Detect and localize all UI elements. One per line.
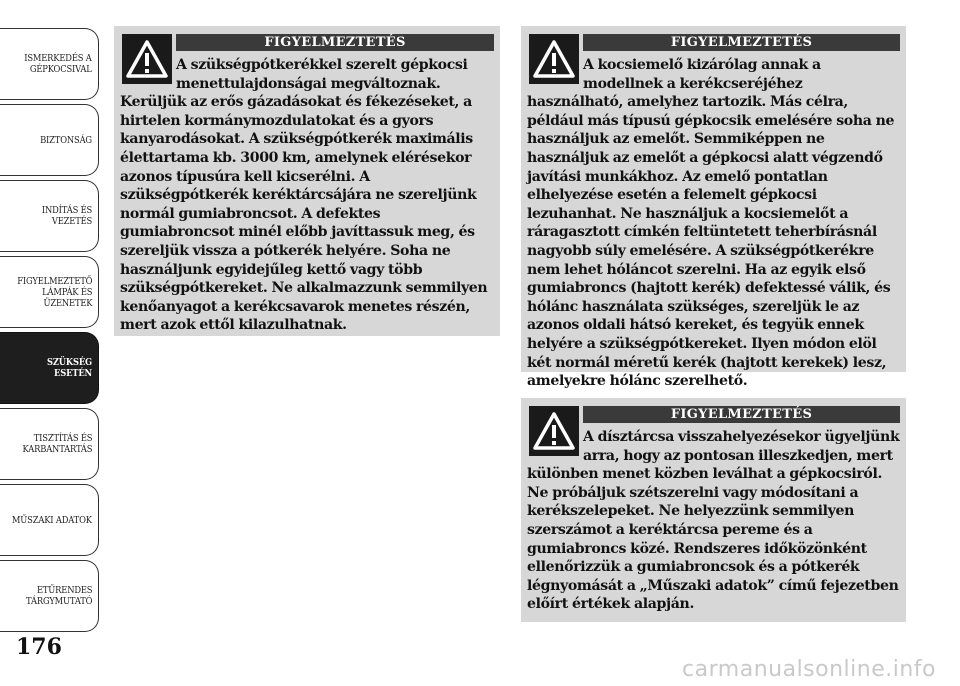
page-number: 176: [16, 634, 62, 660]
tab-muszaki-adatok[interactable]: MŰSZAKI ADATOK: [0, 484, 99, 556]
tab-figyelmezteto[interactable]: FIGYELMEZTETŐ LÁMPÁK ÉS ÜZENETEK: [0, 256, 99, 328]
warning-text: A szükségpótkerékkel szerelt gépkocsi menettulajdonságai megváltoznak. Kerüljük az erős gázadásokat és fékezéseket, a hirtelen kormánymozdulatokat és a gyors kanyarodásokat. A szükségpótkerék maximális élettartama kb. 3000 km, amelynek elérésekor azonos típusúra kell kicserélni. A szükségpótkerék keréktárcsájára ne szereljünk normál gumiabroncsot. A defektes gumiabroncsot minél előbb javíttassuk meg, és szereljük vissza a pótkerék helyére. Soha ne használjunk egyidejűleg kettő vagy több szükségpótkereket. Ne alkalmazzunk semmilyen kenőanyagot a kerékcsavarok menetes részén, mert azok ettől kilazulhatnak.: [120, 57, 488, 334]
tab-biztonsag[interactable]: BIZTONSÁG: [0, 104, 99, 176]
tab-szukseg-eseten[interactable]: SZÜKSÉG ESETÉN: [0, 332, 99, 404]
warning-box-spare-wheel: [114, 26, 500, 336]
chapter-tab-sidebar: [0, 0, 100, 686]
tab-tisztitas[interactable]: TISZTÍTÁS ÉS KARBANTARTÁS: [0, 408, 99, 480]
tab-ismerkedes[interactable]: ISMERKEDÉS A GÉPKOCSIVAL: [0, 28, 99, 100]
warning-title: FIGYELMEZTETÉS: [583, 406, 900, 423]
warning-title: FIGYELMEZTETÉS: [176, 34, 494, 51]
warning-title: FIGYELMEZTETÉS: [583, 34, 900, 51]
warning-text: A dísztárcsa visszahelyezésekor ügyeljünk arra, hogy az pontosan illeszkedjen, mert különben menet közben leválhat a gépkocsiról. Ne próbáljuk szétszerelni vagy módosítani a kerékszelepeket. Ne helyezzünk semmilyen szerszámot a keréktárcsa pereme és a gumiabroncs közé. Rendszeres időközönként ellenőrizzük a gumiabroncsok és a pótkerék légnyomását a „Műszaki adatok” című fejezetben előírt értékek alapján.: [527, 429, 900, 613]
tab-targymutato[interactable]: ETŰRENDES TÁRGYMUTATÓ: [0, 560, 99, 632]
warning-text: A kocsiemelő kizárólag annak a modellnek a kerékcseréjéhez használható, amelyhez tartozik. Más célra, például más típusú gépkocsik emelésére soha ne használjuk az emelőt. Semmiképpen ne használjuk az emelőt a gépkocsi alatt végzendő javítási munkákhoz. Az emelő pontatlan elhelyezése esetén a felemelt gépkocsi lezuhanhat. Ne használjuk a kocsiemelőt a ráragasztott címkén feltüntetett teherbírásnál nagyobb súly emelésére. A szükségpótkerékre nem lehet hóláncot szerelni. Ha az egyik első gumiabroncs (hajtott kerék) defektessé válik, és hólánc használata szükséges, szereljük le az azonos oldali hátsó kereket, és tegyük ennek helyére a szükségpótkereket. Ilyen módon elöl két normál méretű kerék (hajtott kerekek) lesz, amelyekre hólánc szerelhető.: [527, 57, 895, 390]
warning-box-hubcap: [521, 398, 906, 622]
tab-inditas[interactable]: INDÍTÁS ÉS VEZETÉS: [0, 180, 99, 252]
watermark: carmanualsonline.info: [682, 657, 936, 682]
warning-box-jack: [521, 26, 906, 390]
